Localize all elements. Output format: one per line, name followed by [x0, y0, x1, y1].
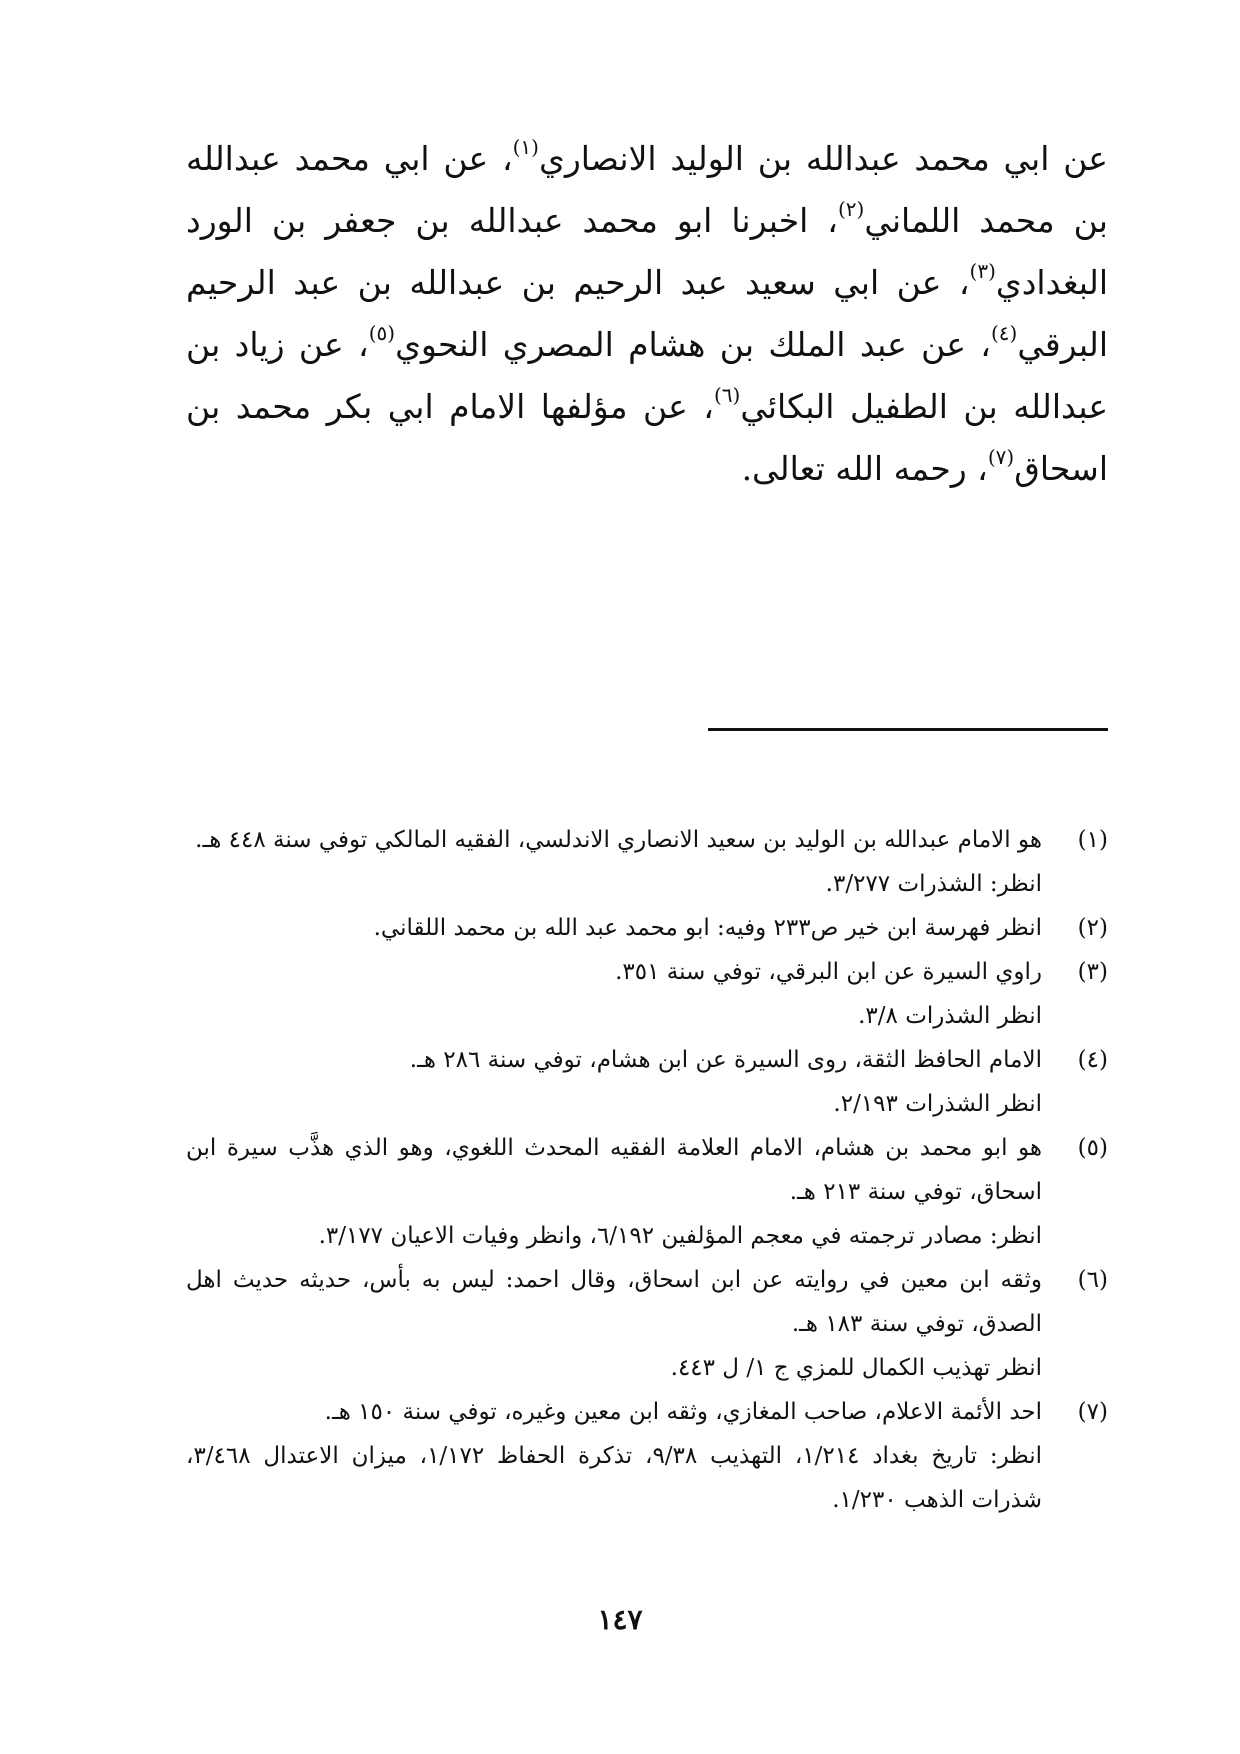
footnote-body: [186, 1126, 1042, 1258]
footnote-line: هو الامام عبدالله بن الوليد بن سعيد الانصاري الاندلسي، الفقيه المالكي توفي سنة ٤٤٨ هـ.: [195, 827, 1042, 853]
footnote-item: [186, 818, 1108, 906]
main-text-segment: ، عن ابي سعيد عبد الرحيم بن عبدالله بن عبد الرحيم البرقي: [186, 263, 1108, 364]
footnote-ref[interactable]: (٢): [837, 197, 865, 221]
footnote-line: انظر فهرسة ابن خير ص٢٣٣ وفيه: ابو محمد عبد الله بن محمد اللقاني.: [373, 915, 1042, 941]
footnotes-section: [186, 818, 1108, 1522]
footnote-number: (٧): [1077, 1399, 1108, 1425]
main-text-segment: ، عن زياد بن عبدالله بن الطفيل البكائي: [186, 325, 1109, 426]
footnote-item: [186, 1258, 1108, 1390]
footnote-line: وثقه ابن معين في روايته عن ابن اسحاق، وقال احمد: ليس به بأس، حديثه حديث اهل الصدق، توفي سنة ١٨٣ هـ.: [186, 1267, 1042, 1337]
main-paragraph: [186, 128, 1108, 500]
footnote-line: انظر: تاريخ بغداد ١/٢١٤، التهذيب ٩/٣٨، تذكرة الحفاظ ١/١٧٢، ميزان الاعتدال ٣/٤٦٨، شذرات الذهب ١/٢٣٠.: [186, 1443, 1042, 1513]
footnote-line: الامام الحافظ الثقة، روى السيرة عن ابن هشام، توفي سنة ٢٨٦ هـ.: [409, 1047, 1042, 1073]
footnote-item: [186, 1126, 1108, 1258]
page-number: ١٤٧: [597, 1603, 643, 1636]
footnote-line: انظر تهذيب الكمال للمزي ج ١/ ل ٤٤٣.: [670, 1355, 1042, 1381]
footnote-body: [186, 1390, 1042, 1522]
footnote-ref[interactable]: (٣): [969, 259, 996, 283]
footnote-separator: [708, 728, 1108, 731]
footnote-ref[interactable]: (٥): [368, 321, 396, 345]
footnote-ref[interactable]: (٧): [987, 445, 1015, 469]
footnote-body: [186, 906, 1042, 950]
footnote-line: انظر الشذرات ٣/٨.: [858, 1003, 1042, 1029]
footnote-line: هو ابو محمد بن هشام، الامام العلامة الفقيه المحدث اللغوي، وهو الذي هذَّب سيرة ابن اسحاق، توفي سنة ٢١٣ هـ.: [186, 1135, 1042, 1205]
footnote-number: (١): [1077, 827, 1108, 853]
main-text-segment: ، اخبرنا ابو محمد عبدالله بن جعفر بن الورد البغدادي: [186, 201, 1108, 302]
footnote-line: انظر الشذرات ٢/١٩٣.: [833, 1091, 1042, 1117]
footnote-number: (٦): [1077, 1267, 1108, 1293]
footnote-item: [186, 1390, 1108, 1522]
main-text-segment: ، عن عبد الملك بن هشام المصري النحوي: [395, 325, 991, 364]
footnote-line: راوي السيرة عن ابن البرقي، توفي سنة ٣٥١.: [615, 959, 1042, 985]
footnote-body: [186, 1038, 1042, 1126]
main-text-segment: ، رحمه الله تعالى.: [741, 449, 988, 488]
footnote-body: [186, 950, 1042, 1038]
footnote-number: (٣): [1077, 959, 1108, 985]
footnote-ref[interactable]: (١): [512, 135, 539, 159]
footnote-line: انظر: مصادر ترجمته في معجم المؤلفين ٦/١٩٢، وانظر وفيات الاعيان ٣/١٧٧.: [318, 1223, 1042, 1249]
main-text-segment: ، عن ابي محمد عبدالله بن محمد اللماني: [186, 139, 1108, 240]
footnote-body: [186, 1258, 1042, 1390]
footnote-number: (٤): [1077, 1047, 1108, 1073]
footnote-body: [186, 818, 1042, 906]
footnote-line: انظر: الشذرات ٣/٢٧٧.: [825, 871, 1042, 897]
main-text-segment: عن ابي محمد عبدالله بن الوليد الانصاري: [538, 139, 1108, 178]
footnote-number: (٢): [1077, 915, 1108, 941]
footnote-item: [186, 906, 1108, 950]
footnote-line: احد الأئمة الاعلام، صاحب المغازي، وثقه ابن معين وغيره، توفي سنة ١٥٠ هـ.: [324, 1399, 1042, 1425]
footnote-number: (٥): [1077, 1135, 1108, 1161]
footnote-item: [186, 1038, 1108, 1126]
footnote-item: [186, 950, 1108, 1038]
main-text-segment: ، عن مؤلفها الامام ابي بكر محمد بن اسحاق: [186, 387, 1108, 488]
footnote-ref[interactable]: (٦): [713, 383, 741, 407]
footnote-ref[interactable]: (٤): [990, 321, 1018, 345]
